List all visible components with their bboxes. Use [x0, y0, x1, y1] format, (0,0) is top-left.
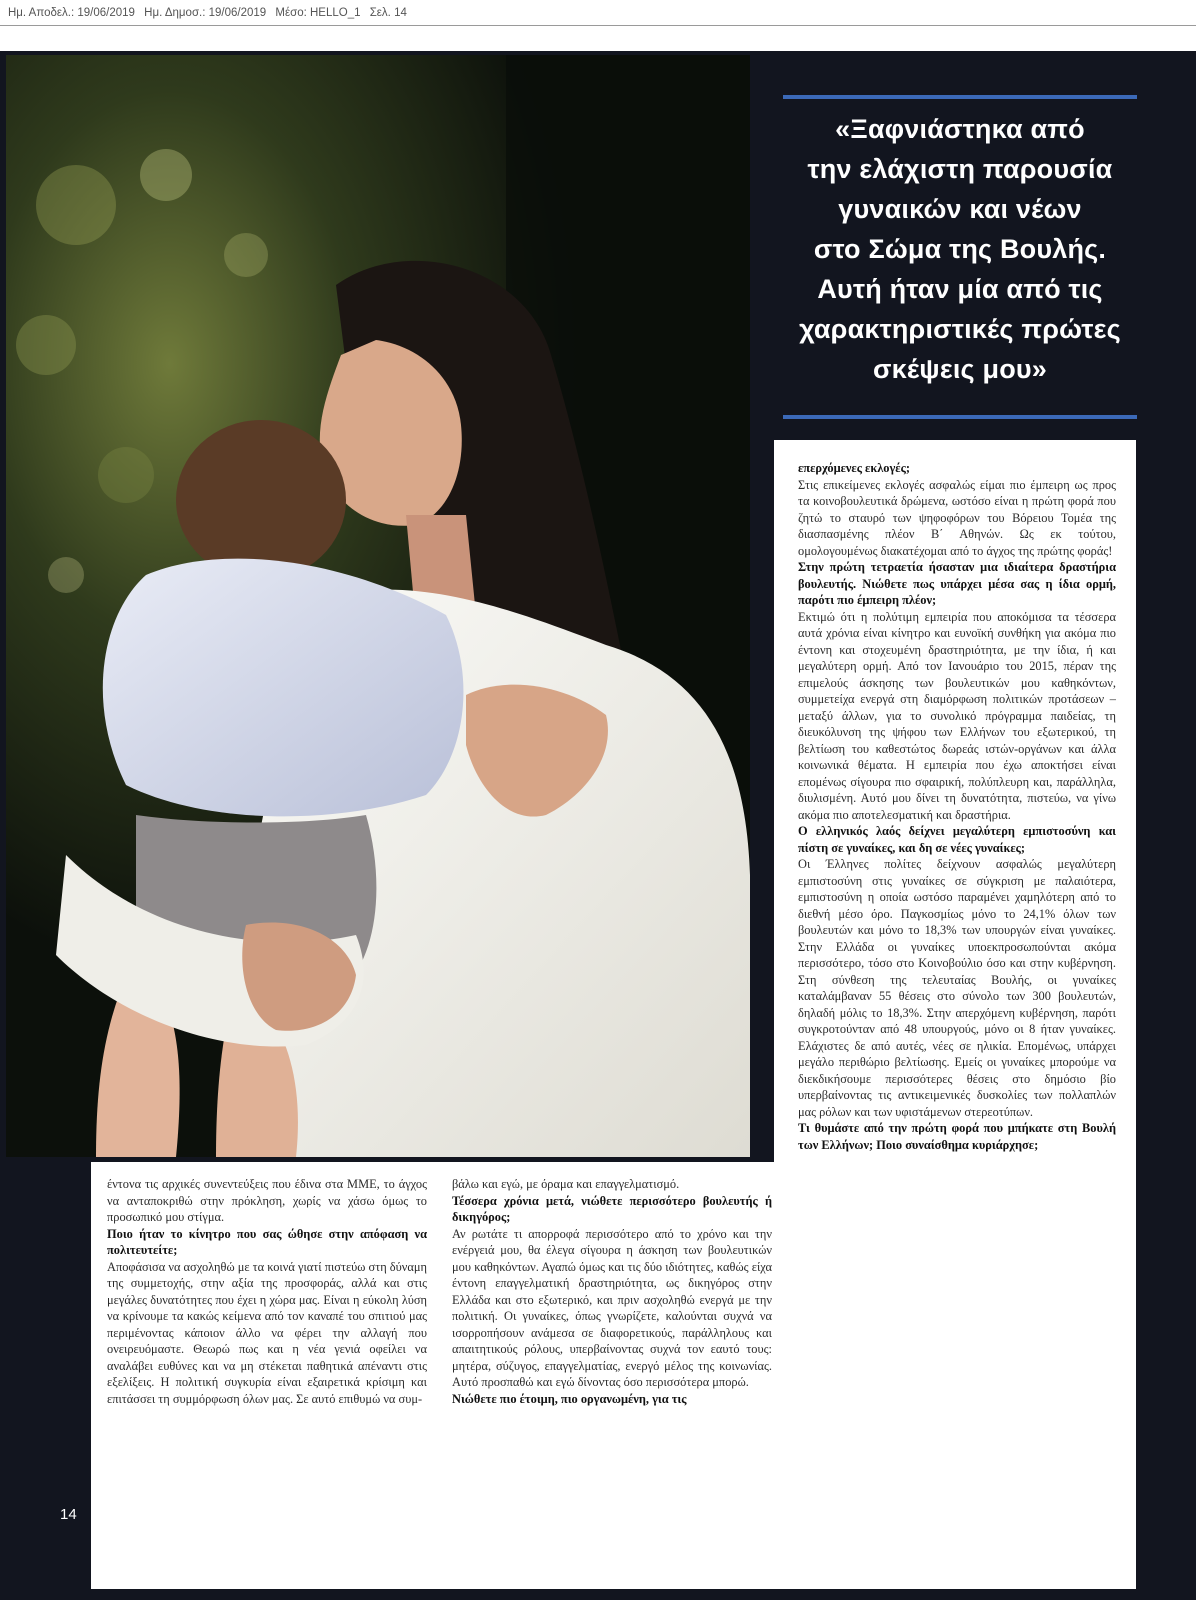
interview-question: Τι θυμάστε από την πρώτη φορά που μπήκατε στη Βουλή των Ελλήνων; Ποιο συναίσθημα κυριάρχησε; — [798, 1121, 1116, 1152]
portrait-photo — [6, 55, 750, 1157]
pull-quote — [783, 95, 1137, 419]
interview-answer: Οι Έλληνες πολίτες δείχνουν ασφαλώς μεγαλύτερη εμπιστοσύνη στις γυναίκες σε σύγκριση με παλαιότερα, εμπιστοσύνη η οποία ωστόσο παραμένει χαμηλότερη από το διεθνή μέσο όρο. Παγκοσμίως μόνο το 24,1% όλων των βουλευτών και μόνο το 18,3% των υπουργών είναι γυναίκες. Στην Ελλάδα οι γυναίκες υποεκπροσωπούνται ακόμα περισσότερο, τόσο στο Κοινοβούλιο όσο και στην κυβέρνηση. Στη σύνθεση της τελευταίας Βουλής, οι γυναίκες καταλάμβαναν 55 θέσεις στο σύνολο των 300 βουλευτών, δηλαδή μόλις το 18,3%. Στην απερχόμενη κυβέρνηση, παρότι συγκροτούνταν από 48 υπουργούς, μόνο οι 8 ήταν γυναίκες. Ελάχιστες δε από αυτές, νέες σε ηλικία. Επομένως, υπάρχει μεγάλο περιθώριο βελτίωσης. Εμείς οι γυναίκες μπορούμε να διεκδικήσουμε περισσότερες θέσεις στο δημόσιο βίο υπερβαίνοντας τις αντικειμενικές δυσκολίες των πολλαπλών μας ρόλων και των υφιστάμενων στερεοτύπων. — [798, 857, 1116, 1119]
interview-answer: Εκτιμώ ότι η πολύτιμη εμπειρία που αποκόμισα τα τέσσερα αυτά χρόνια είναι κίνητρο και ευνοϊκή συνθήκη για ακόμα πιο έντονη και στοχευμένη δραστηριότητα, με την ίδια, ή και μεγαλύτερη ορμή. Από τον Ιανουάριο του 2015, πέραν της επιμελούς άσκησης των βουλευτικών μου καθηκόντων, συμμετείχα ενεργά στη διαμόρφωση πολιτικών προτάσεων – μεταξύ άλλων, για το συνολικό πρόγραμμα παιδείας, τη διευκόλυνση της ψήφου των Ελλήνων του εξωτερικού, τη βελτίωση του καθεστώτος δωρεάς ιστών-οργάνων και άλλα κοινωνικά θέματα. Η εμπειρία που έχω αποκτήσει είναι επομένως σίγουρα πιο σφαιρική, πολύπλευρη και, παράλληλα, διυλισμένη. Αυτό μου δίνει τη δυνατότητα, πιστεύω, να γίνω ακόμα πιο αποτελεσματική και δραστήρια. — [798, 609, 1116, 822]
interview-question: Ο ελληνικός λαός δείχνει μεγαλύτερη εμπιστοσύνη και πίστη σε γυναίκες, και δη σε νέες γυναίκες; — [798, 824, 1116, 855]
pull-quote-text: «Ξαφνιάστηκα από την ελάχιστη παρουσία γυναικών και νέων στο Σώμα της Βουλής. Αυτή ήταν μία από τις χαρακτηριστικές πρώτες σκέψεις μου» — [799, 114, 1121, 384]
article-bottom-right-column — [452, 1176, 772, 1407]
page-ref: Σελ. 14 — [369, 7, 407, 19]
magazine-page — [0, 51, 1196, 1600]
interview-question: Τέσσερα χρόνια μετά, νιώθετε περισσότερο βουλευτής ή δικηγόρος; — [452, 1193, 772, 1224]
pull-quote-top-rule — [783, 95, 1137, 99]
article-bottom-left-column — [107, 1176, 427, 1407]
clipping-header — [0, 0, 1196, 26]
interview-answer: Αν ρωτάτε τι απορροφά περισσότερο από το χρόνο και την ενέργειά μου, θα έλεγα σίγουρα η άσκηση των βουλευτικών μου καθηκόντων. Αγαπώ όμως και τις δύο ιδιότητες, καθώς είχα έντονη επαγγελματική δραστηριότητα, ως δικηγόρος στην Ελλάδα και στο εξωτερικό, και πριν ασχοληθώ ενεργά με την πολιτική. Οι γυναίκες, όπως γνωρίζετε, καλούνται συχνά να ισορροπήσουν ανάμεσα σε διαφορετικούς, παράλληλους και απαιτητικούς ρόλους, υπερβαίνοντας συχνά τον εαυτό τους: μητέρα, σύζυγος, επαγγελματίας, ενεργό μέλος της κοινωνίας. Αυτό προσπαθώ και εγώ δίνοντας όσο περισσότερα μπορώ. — [452, 1226, 772, 1389]
article-bottom-box — [91, 1162, 782, 1589]
release-date: Ημ. Αποδελ.: 19/06/2019 — [8, 7, 135, 19]
article-right-column — [774, 440, 1136, 1589]
interview-answer: έντονα τις αρχικές συνεντεύξεις που έδινα στα ΜΜΕ, το άγχος να ανταποκριθώ στην πρόκληση, χωρίς να χάσω όμως το προσωπικό μου στίγμα. — [107, 1177, 427, 1224]
interview-question: Στην πρώτη τετραετία ήσασταν μια ιδιαίτερα δραστήρια βουλευτής. Νιώθετε πως υπάρχει μέσα σας η ίδια ορμή, παρότι πιο έμπειρη πλέον; — [798, 560, 1116, 607]
page-number: 14 — [60, 1506, 77, 1523]
interview-question: επερχόμενες εκλογές; — [798, 461, 910, 475]
interview-answer: Στις επικείμενες εκλογές ασφαλώς είμαι πιο έμπειρη ως προς τα κοινοβουλευτικά δρώμενα, ωστόσο είναι η πρώτη φορά που ζητώ το σταυρό των ψηφοφόρων του Βόρειου Τομέα της διασπασμένης πλέον Β΄ Αθηνών. Ως εκ τούτου, ομολογουμένως διακατέχομαι από το άγχος της πρώτης φοράς! — [798, 477, 1116, 558]
interview-answer: Αποφάσισα να ασχοληθώ με τα κοινά γιατί πιστεύω στη δύναμη της συμμετοχής, στην αξία της προσφοράς, αλλά και στις μεγάλες δυνατότητες που έχει η χώρα μας. Είναι η εύκολη λύση να κρίνουμε τα κακώς κείμενα από τον καναπέ του σπιτιού μας περιμένοντας κάποιον άλλο να φέρει την αλλαγή που ονειρευόμαστε. Θεωρώ πως και η νέα γενιά οφείλει να αναλάβει ευθύνες και να μη στέκεται παθητικά απέναντι στις εξελίξεις. Η πολιτική συγκυρία είναι εξαιρετικά κρίσιμη και επιτάσσει τη συμμόρφωση όλων μας. Σε αυτό επιθυμώ να συμ- — [107, 1259, 427, 1406]
pull-quote-bottom-rule — [783, 415, 1137, 419]
interview-answer: βάλω και εγώ, με όραμα και επαγγελματισμό. — [452, 1177, 680, 1191]
medium: Μέσο: HELLO_1 — [275, 7, 361, 19]
interview-question: Ποιο ήταν το κίνητρο που σας ώθησε στην απόφαση να πολιτευτείτε; — [107, 1226, 427, 1257]
interview-question: Νιώθετε πιο έτοιμη, πιο οργανωμένη, για τις — [452, 1391, 687, 1406]
publish-date: Ημ. Δημοσ.: 19/06/2019 — [144, 7, 267, 19]
